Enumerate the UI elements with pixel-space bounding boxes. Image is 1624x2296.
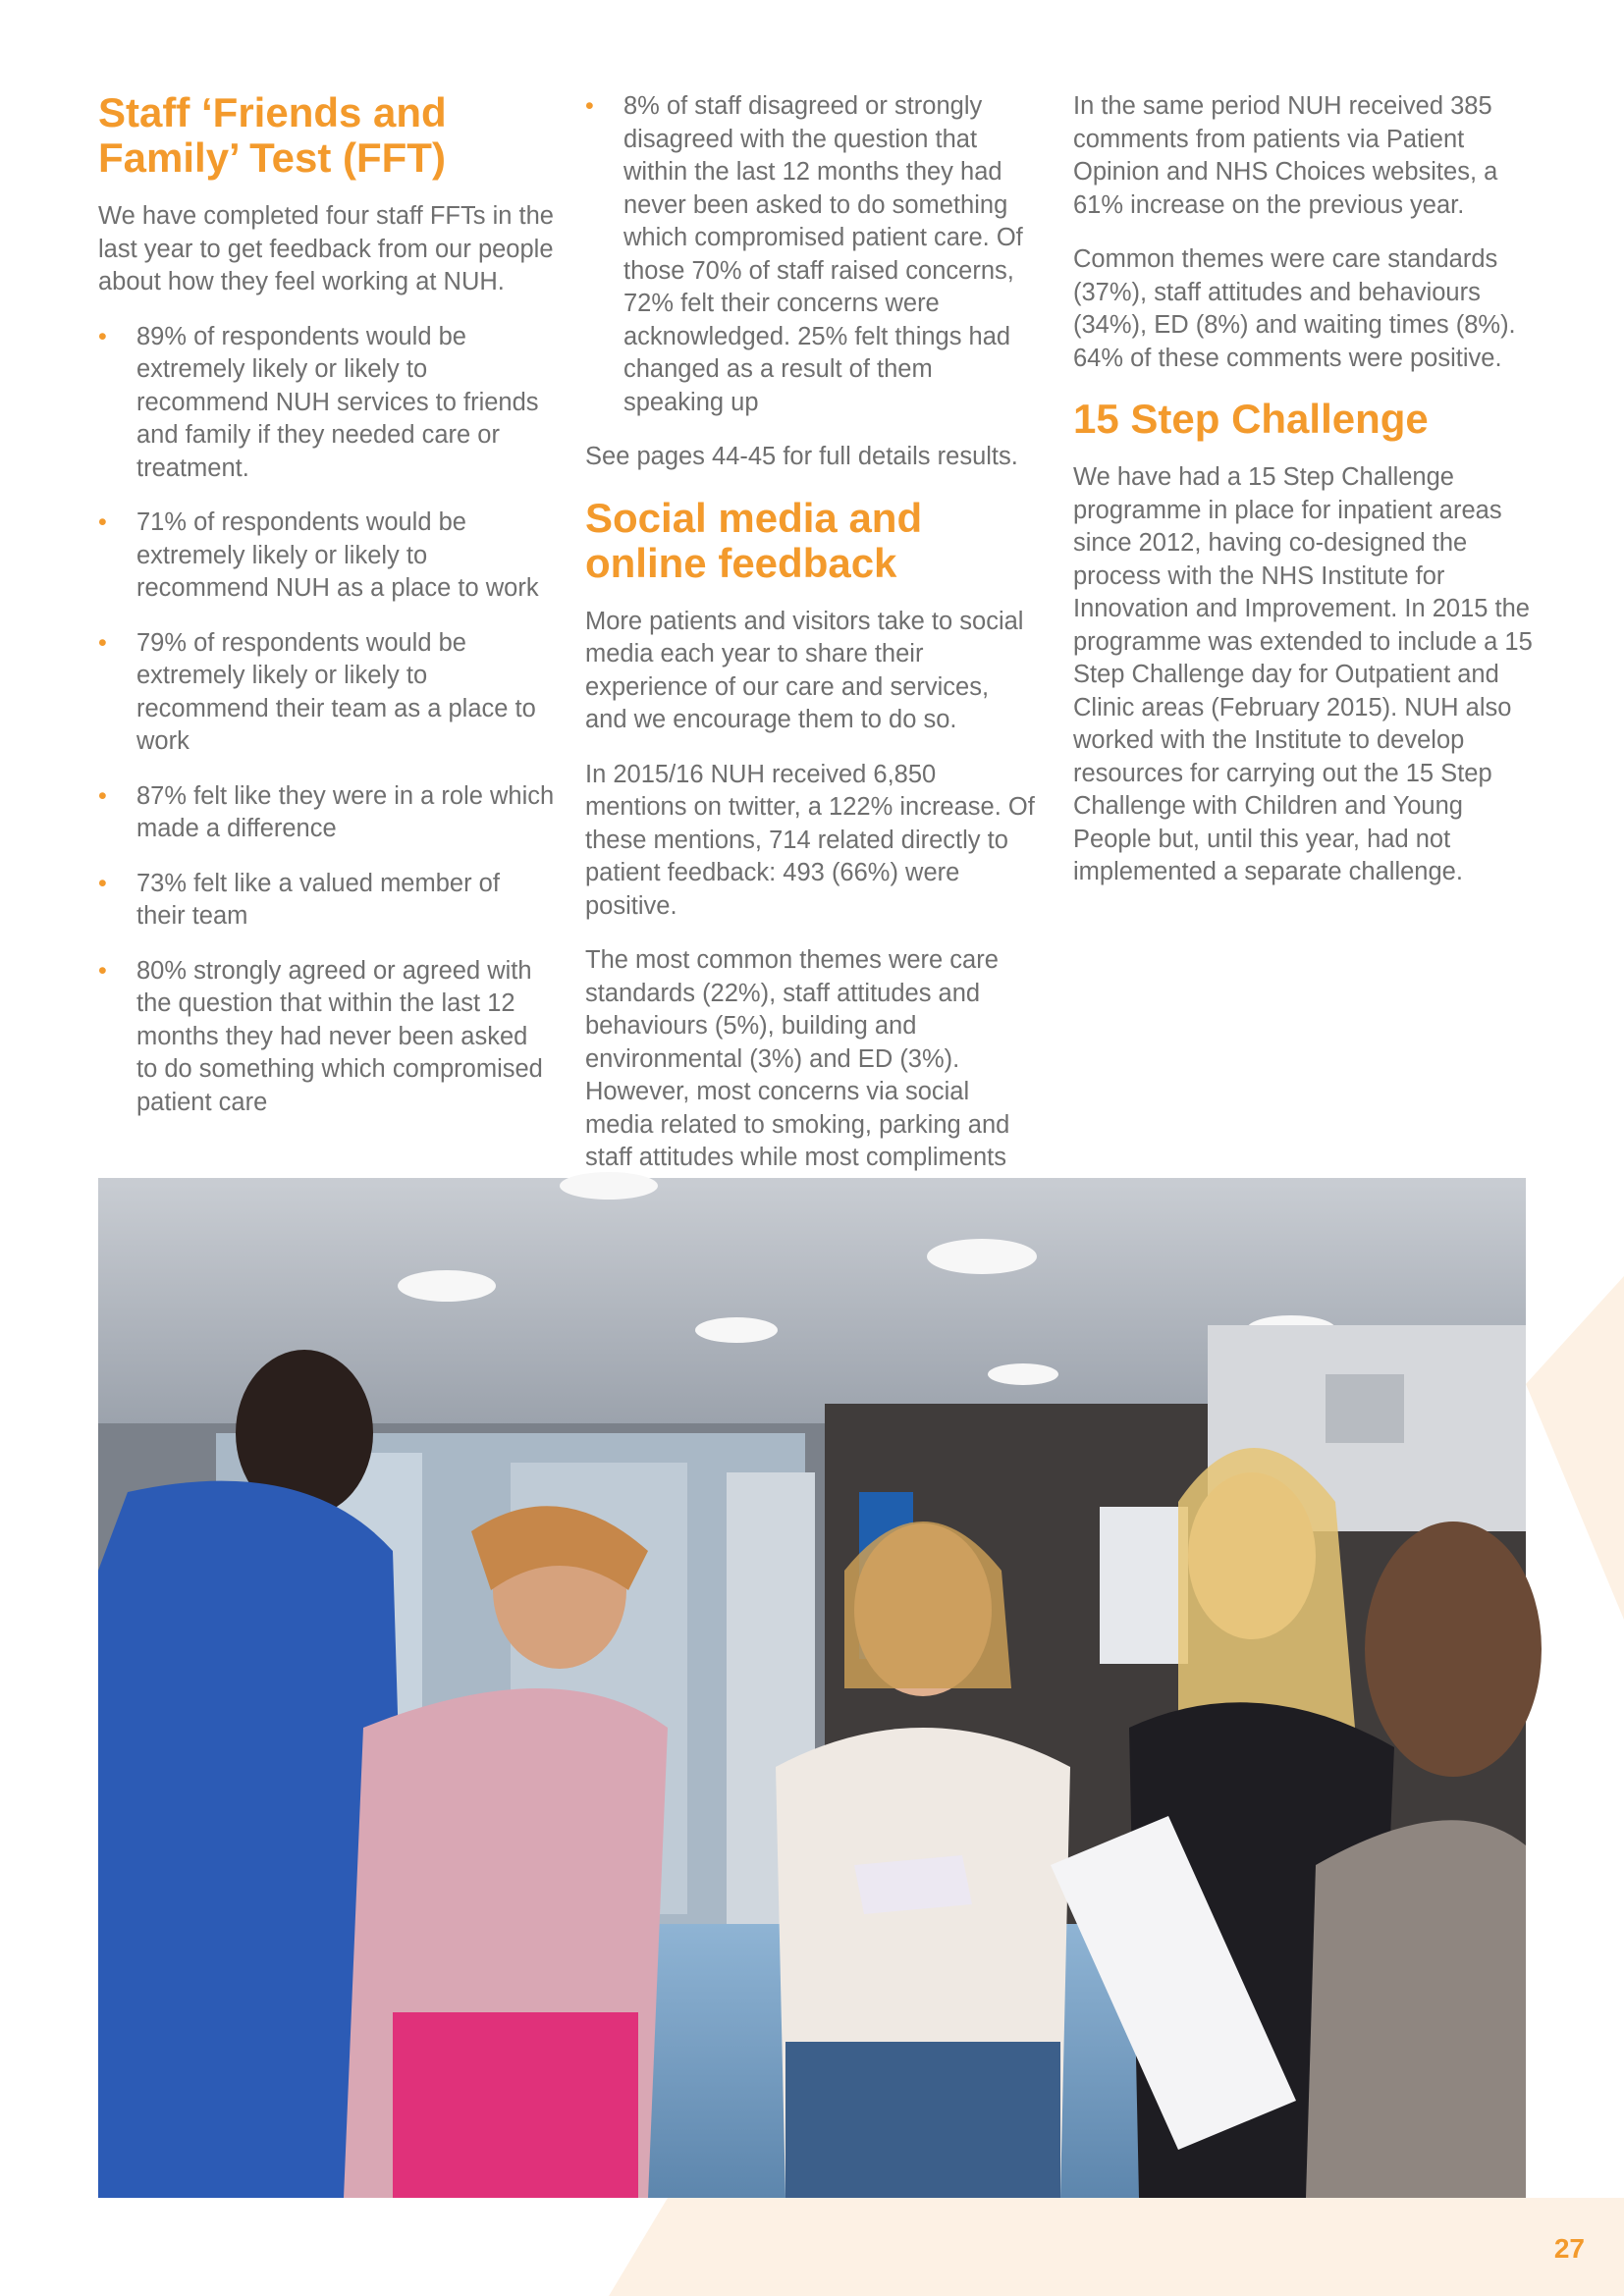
list-item: • 87% felt like they were in a role which made a difference bbox=[98, 781, 555, 842]
challenge-heading: 15 Step Challenge bbox=[1073, 396, 1429, 442]
corner-decoration-bottom bbox=[609, 2198, 1624, 2296]
column-1 bbox=[98, 90, 555, 1141]
social-paragraph-5: Common themes were care standards (37%), staff attitudes and behaviours (34%), ED (8%) and waiting times (8%). 64% of these comments were positive. bbox=[1073, 245, 1516, 372]
social-paragraph-3: The most common themes were care standards (22%), staff attitudes and behaviours (5%), building and environmental (3%) and ED (3%). However, most concerns via social media related to smoking, parking and staff attitudes while most compliments bbox=[585, 946, 1010, 1171]
corner-decoration-right bbox=[1526, 1276, 1624, 1620]
column-2 bbox=[585, 90, 1037, 1171]
staff-group-photo bbox=[98, 1178, 1526, 2198]
challenge-paragraph: We have had a 15 Step Challenge programme in place for inpatient areas since 2012, having co-designed the process with the NHS Institute for Innovation and Improvement. In 2015 the programme was extended to include a 15 Step Challenge day for Outpatient and Clinic areas (February 2015). NUH also worked with the Institute to develop resources for carrying out the 15 Step Challenge with Children and Young People but, until this year, had not implemented a separate challenge. bbox=[1073, 463, 1533, 885]
photo-illustration bbox=[98, 1178, 1526, 2198]
column-3 bbox=[1073, 90, 1535, 911]
list-item: • 8% of staff disagreed or strongly disagreed with the question that within the last 12 months they had never been asked to do something which compromised patient care. Of those 70% of staff raised concerns, 72% felt their concerns were acknowledged. 25% felt things had changed as a result of them speaking up bbox=[585, 92, 1023, 416]
list-item: • 71% of respondents would be extremely likely or likely to recommend NUH as a place to work bbox=[98, 508, 539, 602]
see-pages-note: See pages 44-45 for full details results. bbox=[585, 443, 1018, 470]
list-item: • 89% of respondents would be extremely likely or likely to recommend NUH services to friends and family if they needed care or treatment. bbox=[98, 322, 539, 482]
social-paragraph-2: In 2015/16 NUH received 6,850 mentions on twitter, a 122% increase. Of these mentions, 714 related directly to patient feedback: 493 (66%) were positive. bbox=[585, 760, 1035, 920]
list-item: • 79% of respondents would be extremely likely or likely to recommend their team as a place to work bbox=[98, 628, 536, 755]
fft-heading: Staff ‘Friends and Family’ Test (FFT) bbox=[98, 89, 447, 181]
social-paragraph-4: In the same period NUH received 385 comments from patients via Patient Opinion and NHS Choices websites, a 61% increase on the previous year. bbox=[1073, 92, 1498, 219]
list-item: • 73% felt like a valued member of their team bbox=[98, 869, 500, 930]
social-heading: Social media and online feedback bbox=[585, 494, 923, 586]
list-item: • 80% strongly agreed or agreed with the question that within the last 12 months they had never been asked to do something which compromised patient care bbox=[98, 956, 543, 1116]
social-paragraph-1: More patients and visitors take to social media each year to share their experience of our care and services, and we encourage them to do so. bbox=[585, 607, 1024, 733]
page-number: 27 bbox=[1553, 2233, 1585, 2264]
fft-bullet-list bbox=[98, 321, 555, 1120]
fft-intro: We have completed four staff FFTs in the last year to get feedback from our people about how they feel working at NUH. bbox=[98, 202, 554, 295]
fft-bullet-list-continued bbox=[585, 90, 1037, 419]
